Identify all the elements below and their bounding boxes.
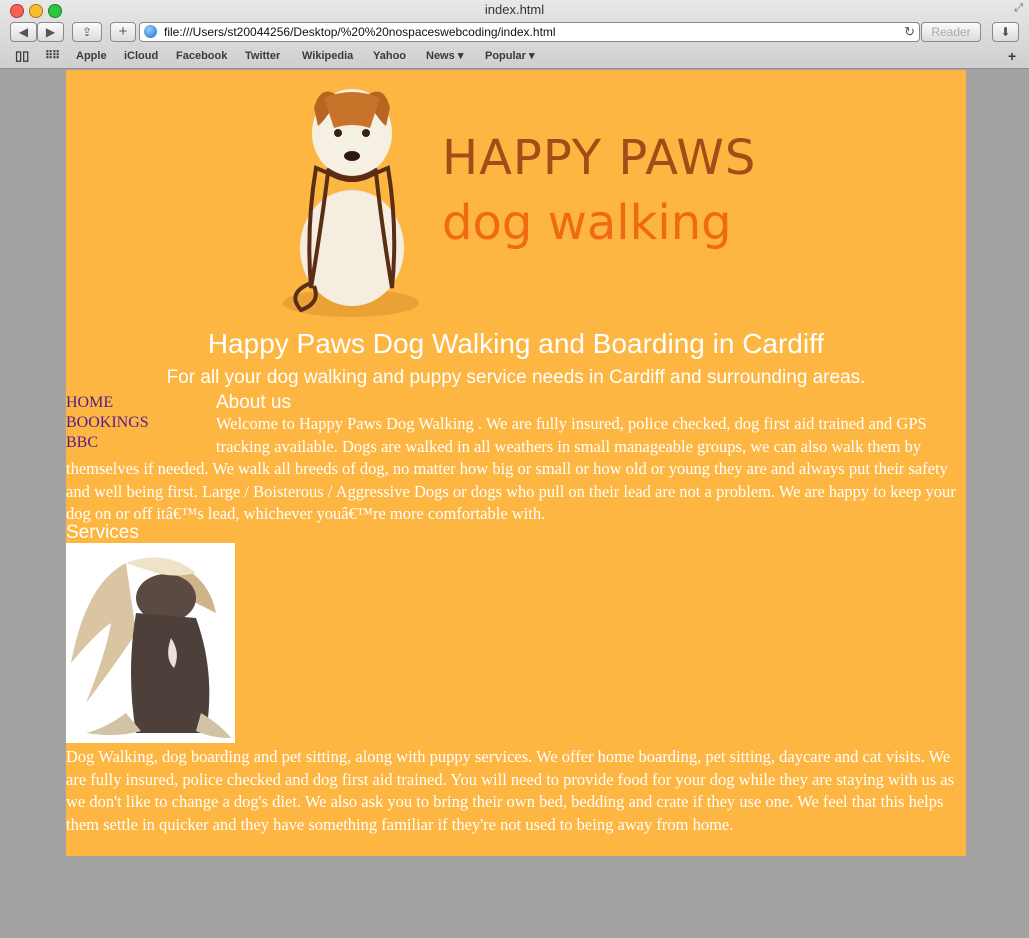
book-icon[interactable]: ▯▯ [15, 48, 30, 63]
browser-chrome [0, 0, 1029, 69]
globe-icon [144, 25, 157, 38]
chevron-right-icon: ▶ [45, 25, 56, 39]
address-url[interactable]: file:///Users/st20044256/Desktop/%20%20nospaceswebcoding/index.html [164, 25, 556, 39]
share-button[interactable] [72, 22, 102, 42]
window-title: index.html [484, 2, 545, 17]
about-heading: About us [216, 392, 291, 413]
address-bar[interactable] [139, 22, 920, 42]
window-title-bar [0, 0, 1029, 20]
dog-with-lead-illustration [266, 78, 436, 323]
bookmark-twitter[interactable]: Twitter [245, 50, 281, 62]
downloads-button[interactable] [992, 22, 1019, 42]
minimize-window-button[interactable] [29, 4, 43, 18]
bookmark-news-label: News [426, 50, 455, 62]
add-bookmark-button[interactable]: + [1008, 48, 1017, 64]
web-page [66, 70, 966, 856]
bookmark-wikipedia[interactable]: Wikipedia [302, 50, 354, 62]
back-button[interactable] [10, 22, 37, 42]
grid-icon[interactable]: ⠿⠿ [45, 50, 60, 62]
close-window-button[interactable] [10, 4, 24, 18]
about-text: Welcome to Happy Paws Dog Walking . We are fully insured, police checked, dog first aid trained and GPS tracking available. Dogs are walked in all weathers in small manageable groups, we can also walk them by themselves if needed. We walk all breeds of dog, no matter how big or small or how old or young they are and always put their safety and well being first. Large / Boisterous / Aggressive Dogs or dogs who pull on their lead are not a problem. We are happy to keep your dog on or off itâ€™s lead, whichever youâ€™re more comfortable with. [66, 414, 956, 523]
logo-text-happy-paws: HAPPY PAWS [442, 130, 757, 186]
bookmark-news-menu[interactable] [426, 48, 463, 64]
chevron-down-icon: ▾ [529, 50, 535, 62]
services-heading: Services [66, 522, 139, 543]
download-icon: ⬇ [1000, 25, 1011, 39]
services-paragraph: Dog Walking, dog boarding and pet sitting, along with puppy services. We offer home boarding, pet sitting, daycare and cat visits. We are fully insured, police checked and dog first aid trained. You will need to provide food for your dog while they are staying with us as we don't like to change a dog's diet. We also ask you to bring their own bed, bedding and crate if they use one. We feel that this helps them settle in quicker and they have something familiar if they're not used to being away from home. [66, 747, 955, 834]
chevron-left-icon: ◀ [18, 25, 29, 39]
logo-text-dog-walking: dog walking [442, 195, 732, 251]
reload-icon[interactable]: ↻ [904, 24, 915, 39]
bookmarks-bar [0, 46, 1029, 67]
toolbar [0, 20, 1029, 46]
bookmark-popular-label: Popular [485, 50, 526, 62]
nav-bookings-link[interactable]: BOOKINGS [66, 414, 149, 431]
fullscreen-icon[interactable]: ⤢ [1014, 2, 1023, 14]
chinese-crested-dog-image [66, 543, 235, 743]
bookmark-popular-menu[interactable] [485, 48, 535, 64]
nav-home-link[interactable]: HOME [66, 394, 114, 411]
bookmark-apple[interactable]: Apple [76, 50, 107, 62]
bookmark-facebook[interactable]: Facebook [176, 50, 228, 62]
zoom-window-button[interactable] [48, 4, 62, 18]
share-icon: ⇪ [81, 25, 93, 39]
bookmark-yahoo[interactable]: Yahoo [373, 50, 407, 62]
chinese-crested-dog-photo [66, 543, 235, 743]
about-paragraph [66, 413, 966, 526]
nav-bbc-link[interactable]: BBC [66, 434, 99, 451]
bookmark-icloud[interactable]: iCloud [124, 50, 159, 62]
plus-icon: + [118, 23, 128, 40]
new-tab-button[interactable] [110, 22, 136, 42]
nav-float-spacer [66, 413, 216, 457]
page-subtitle: For all your dog walking and puppy service needs in Cardiff and surrounding areas. [166, 367, 866, 388]
site-logo [266, 70, 757, 320]
forward-button[interactable] [37, 22, 64, 42]
chevron-down-icon: ▾ [457, 50, 464, 62]
page-title: Happy Paws Dog Walking and Boarding in Cardiff [207, 328, 825, 359]
reader-button[interactable]: Reader [921, 22, 981, 42]
